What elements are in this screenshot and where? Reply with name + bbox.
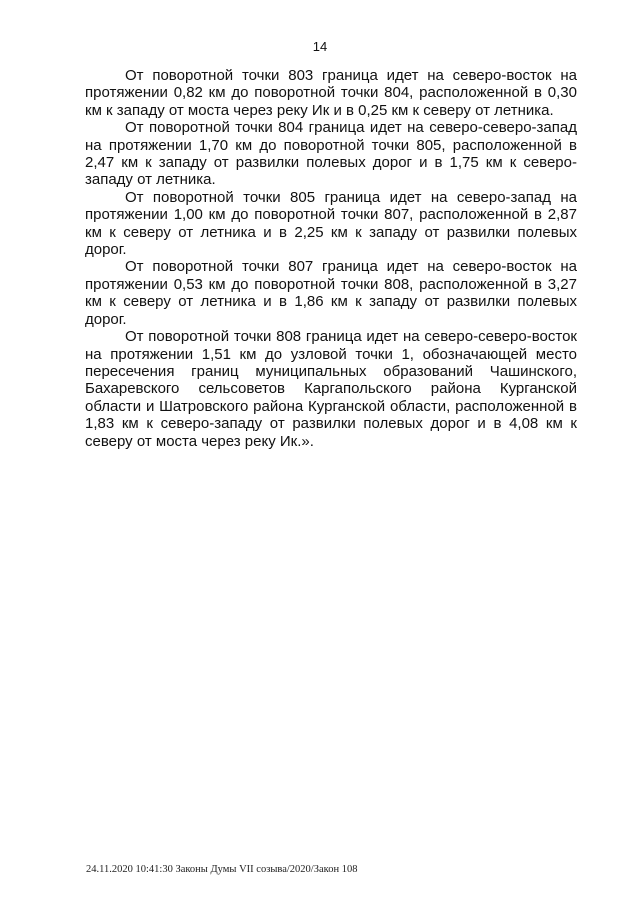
paragraph: От поворотной точки 803 граница идет на северо-восток на протяжении 0,82 км до поворотной точки 804, расположенной в 0,30 км к западу от моста через реку Ик и в 0,25 км к северу от летника. — [85, 67, 577, 119]
paragraph: От поворотной точки 808 граница идет на северо-северо-восток на протяжении 1,51 км до узловой точки 1, обозначающей место пересечения границ муниципальных образований Чашинского, Бахаревского сельсоветов Каргапольского района Курганской области и Шатровского района Курганской области, расположенной в 1,83 км к северо-западу от развилки полевых дорог и в 4,08 км к северу от моста через реку Ик.». — [85, 328, 577, 450]
document-body — [85, 67, 577, 450]
page-number: 14 — [312, 39, 328, 54]
document-footer: 24.11.2020 10:41:30 Законы Думы VII созыва/2020/Закон 108 — [86, 864, 358, 875]
paragraph: От поворотной точки 804 граница идет на северо-северо-запад на протяжении 1,70 км до поворотной точки 805, расположенной в 2,47 км к западу от развилки полевых дорог и в 1,75 км к северо-западу от летника. — [85, 119, 577, 189]
paragraph: От поворотной точки 805 граница идет на северо-запад на протяжении 1,00 км до поворотной точки 807, расположенной в 2,87 км к северу от летника и в 2,25 км к западу от развилки полевых дорог. — [85, 188, 577, 259]
paragraph: От поворотной точки 807 граница идет на северо-восток на протяжении 0,53 км до поворотной точки 808, расположенной в 3,27 км к северу от летника и в 1,86 км к западу от развилки полевых дорог. — [85, 258, 577, 328]
